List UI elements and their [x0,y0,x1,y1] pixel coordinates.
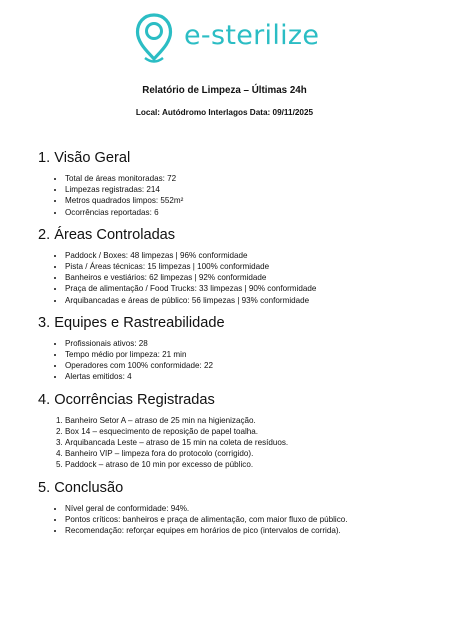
list-item: • Metros quadrados limpos: 552m² [65,195,398,206]
list-item: • Profissionais ativos: 28 [65,338,398,349]
brand-name: e-sterilize [184,20,320,51]
report-title: Relatório de Limpeza – Últimas 24h [142,85,307,96]
section-heading-incidents: 4. Ocorrências Registradas [38,391,215,408]
report-body [38,150,398,545]
list-item: 2. Box 14 – esquecimento de reposição de papel toalha. [65,426,398,437]
list-item: • Paddock / Boxes: 48 limpezas | 96% conformidade [65,250,398,261]
areas-list [38,250,398,306]
list-item: • Pista / Áreas técnicas: 15 limpezas | 100% conformidade [65,261,398,272]
section-heading-conclusion: 5. Conclusão [38,479,124,496]
section-heading-overview: 1. Visão Geral [38,150,131,166]
list-item: • Limpezas registradas: 214 [65,184,398,195]
list-item: • Praça de alimentação / Food Trucks: 33 limpezas | 90% conformidade [65,283,398,294]
list-item: • Tempo médio por limpeza: 21 min [65,349,398,360]
brand-logo [0,12,449,68]
list-item: 1. Banheiro Setor A – atraso de 25 min na higienização. [65,415,398,426]
list-item: • Banheiros e vestiários: 62 limpezas | 92% conformidade [65,272,398,283]
list-item: • Recomendação: reforçar equipes em horários de pico (intervalos de corrida). [65,525,398,536]
teams-list [38,338,398,383]
list-item: • Total de áreas monitoradas: 72 [65,173,398,184]
list-item: 4. Banheiro VIP – limpeza fora do protocolo (corrigido). [65,448,398,459]
list-item: • Ocorrências reportadas: 6 [65,207,398,218]
list-item: • Nível geral de conformidade: 94%. [65,503,398,514]
overview-list [38,173,398,218]
location-pin-icon [134,12,174,68]
report-location-date: Local: Autódromo Interlagos Data: 09/11/2025 [135,108,314,117]
list-item: • Arquibancadas e áreas de público: 56 limpezas | 93% conformidade [65,295,398,306]
list-item: 5. Paddock – atraso de 10 min por excesso de público. [65,459,398,470]
list-item: • Pontos críticos: banheiros e praça de alimentação, com maior fluxo de público. [65,514,398,525]
incidents-list [38,415,398,471]
section-heading-areas: 2. Áreas Controladas [38,226,176,243]
list-item: • Operadores com 100% conformidade: 22 [65,360,398,371]
list-item: • Alertas emitidos: 4 [65,371,398,382]
list-item: 3. Arquibancada Leste – atraso de 15 min na coleta de resíduos. [65,437,398,448]
conclusion-list [38,503,398,537]
section-heading-teams: 3. Equipes e Rastreabilidade [38,314,225,331]
